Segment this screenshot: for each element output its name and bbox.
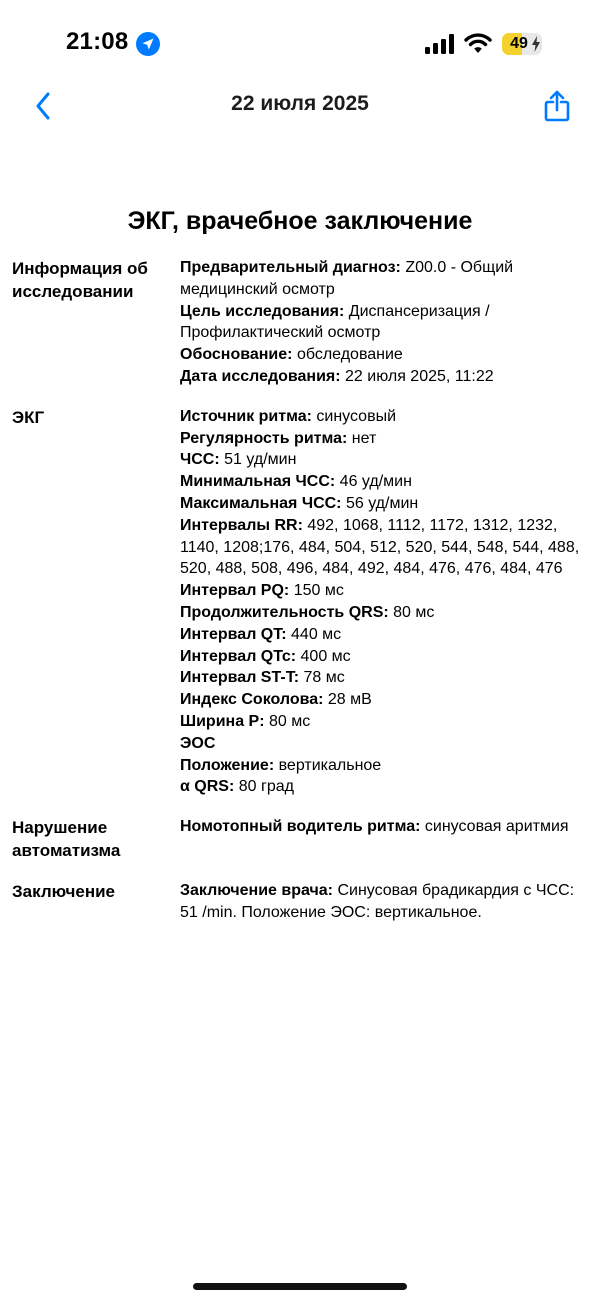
section-study-info xyxy=(12,257,592,388)
charging-bolt-icon xyxy=(532,36,540,52)
cellular-signal-icon xyxy=(425,34,457,54)
nav-title: 22 июля 2025 xyxy=(231,92,369,115)
field-st-t-interval: Интервал ST-T: 78 мс xyxy=(180,669,345,687)
field-rhythm-regularity: Регулярность ритма: нет xyxy=(180,429,377,447)
field-rhythm-source: Источник ритма: синусовый xyxy=(180,407,396,425)
field-qtc-interval: Интервал QTc: 400 мс xyxy=(180,647,351,665)
field-alpha-qrs: α QRS: 80 град xyxy=(180,778,294,796)
section-body xyxy=(180,880,592,924)
field-study-date: Дата исследования: 22 июля 2025, 11:22 xyxy=(180,367,494,385)
field-pq-interval: Интервал PQ: 150 мс xyxy=(180,582,344,600)
section-body xyxy=(180,816,592,862)
section-label: Заключение xyxy=(12,882,115,902)
field-qt-interval: Интервал QT: 440 мс xyxy=(180,625,342,643)
section-label: ЭКГ xyxy=(12,407,45,427)
section-automatism-disorder xyxy=(12,816,592,862)
section-body xyxy=(180,257,592,388)
field-min-heart-rate: Минимальная ЧСС: 46 уд/мин xyxy=(180,473,412,491)
status-time: 21:08 xyxy=(66,28,129,55)
field-eos-heading: ЭОС xyxy=(180,734,216,752)
share-icon xyxy=(544,90,570,127)
battery-level: 49 xyxy=(510,35,528,52)
field-p-width: Ширина P: 80 мс xyxy=(180,712,311,730)
share-button[interactable] xyxy=(540,88,574,128)
field-eos-position: Положение: вертикальное xyxy=(180,756,382,774)
field-justification: Обоснование: обследование xyxy=(180,346,403,364)
battery-icon xyxy=(502,33,542,55)
field-preliminary-diagnosis: Предварительный диагноз: Z00.0 - Общий медицинский осмотр xyxy=(180,259,514,298)
section-label: Информация об исследовании xyxy=(12,259,148,301)
field-qrs-duration: Продолжительность QRS: 80 мс xyxy=(180,603,435,621)
wifi-icon xyxy=(464,32,492,54)
field-doctor-conclusion: Заключение врача: Синусовая брадикардия с ЧСС: 51 /min. Положение ЭОС: вертикальное. xyxy=(180,882,575,921)
field-pacemaker: Номотопный водитель ритма: синусовая аритмия xyxy=(180,818,569,836)
section-body xyxy=(180,406,592,798)
field-sokolow-index: Индекс Соколова: 28 мВ xyxy=(180,691,372,709)
report-sections xyxy=(12,257,592,942)
home-indicator[interactable] xyxy=(193,1283,407,1290)
navigation-bar xyxy=(0,88,600,128)
field-rr-intervals: Интервалы RR: 492, 1068, 1112, 1172, 1312, 1232, 1140, 1208;176, 484, 504, 512, 520, 544, 548, 544, 488, 520, 488, 508, 496, 484, 492, 484, 476, 476, 484, 476 xyxy=(180,516,580,578)
section-ecg xyxy=(12,406,592,798)
status-bar xyxy=(0,0,600,88)
field-study-purpose: Цель исследования: Диспансеризация / Профилактический осмотр xyxy=(180,302,490,342)
location-arrow-icon xyxy=(136,32,160,56)
field-heart-rate: ЧСС: 51 уд/мин xyxy=(180,451,297,469)
section-conclusion xyxy=(12,880,592,924)
section-label: Нарушение автоматизма xyxy=(12,818,121,861)
document-title: ЭКГ, врачебное заключение xyxy=(127,207,473,235)
field-max-heart-rate: Максимальная ЧСС: 56 уд/мин xyxy=(180,494,419,512)
